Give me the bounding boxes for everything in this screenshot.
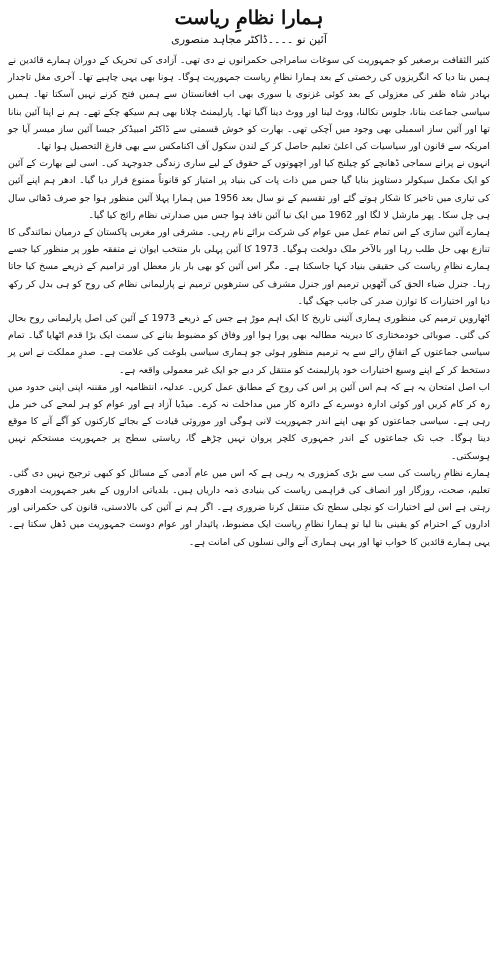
article-title: ہمارا نظامِ ریاست	[174, 7, 324, 29]
article-paragraph: اٹھارویں ترمیم کی منظوری ہماری آئینی تاریخ کا ایک اہم موڑ ہے جس کے ذریعے 1973 کے آئین کی اصل پارلیمانی روح بحال کی گئی۔ صوبائی خودمختاری کا دیرینہ مطالبہ بھی پورا ہوا اور وفاق کو مضبوط بنانے کی سمت ایک بڑا قدم اٹھایا گیا۔ تمام سیاسی جماعتوں کے اتفاقِ رائے سے یہ ترمیم منظور ہوئی جو ہماری سیاسی بلوغت کی علامت ہے۔ صدرِ مملکت نے اس پر دستخط کر کے اپنے وسیع اختیارات خود پارلیمنٹ کو منتقل کر دیے جو ایک غیر معمولی واقعہ ہے۔	[8, 313, 490, 376]
article-byline: آئین نو ۔۔۔۔ڈاکٹر مجاہد منصوری	[171, 33, 327, 46]
article-paragraph: ہمارے نظامِ ریاست کی سب سے بڑی کمزوری یہ رہی ہے کہ اس میں عام آدمی کے مسائل کو کبھی ترجیح نہیں دی گئی۔ تعلیم، صحت، روزگار اور انصاف کی فراہمی ریاست کی بنیادی ذمہ داریاں ہیں۔ بلدیاتی اداروں کے بغیر جمہوریت ادھوری رہتی ہے اس لیے اختیارات کو نچلی سطح تک منتقل کرنا ضروری ہے۔ اگر ہم نے آئین کی بالادستی، قانون کی حکمرانی اور اداروں کے احترام کو یقینی بنا لیا تو ہمارا نظامِ ریاست ایک مضبوط، پائیدار اور عوام دوست جمہوریت میں ڈھل سکتا ہے۔ یہی ہمارے قائدین کا خواب تھا اور یہی ہماری آنے والی نسلوں کی امانت ہے۔	[8, 467, 490, 548]
article-paragraph: اب اصل امتحان یہ ہے کہ ہم اس آئین پر اس کی روح کے مطابق عمل کریں۔ عدلیہ، انتظامیہ اور مقننہ اپنی اپنی حدود میں رہ کر کام کریں اور کوئی ادارہ دوسرے کے دائرہ کار میں مداخلت نہ کرے۔ میڈیا آزاد ہے اور عوام کو ہر لمحے کی خبر مل رہی ہے۔ سیاسی جماعتوں کو بھی اپنے اندر جمہوریت لانی ہوگی اور موروثی قیادت کے بجائے کارکنوں کو آگے آنے کا موقع دینا ہوگا۔ جب تک جماعتوں کے اندر جمہوری کلچر پروان نہیں چڑھے گا، ریاستی سطح پر جمہوریت مستحکم نہیں ہوسکتی۔	[8, 381, 490, 462]
article-paragraph: ہمارے آئین سازی کے اس تمام عمل میں عوام کی شرکت برائے نام رہی۔ مشرقی اور مغربی پاکستان کے درمیان نمائندگی کا تنازع بھی حل طلب رہا اور بالآخر ملک دولخت ہوگیا۔ 1973 کا آئین پہلی بار منتخب ایوان نے متفقہ طور پر منظور کیا جسے ہمارے نظامِ ریاست کی حقیقی بنیاد کہا جاسکتا ہے۔ مگر اس آئین کو بھی بار بار معطل اور ترامیم کے ذریعے مسخ کیا جاتا رہا۔ جنرل ضیاء الحق کی آٹھویں ترمیم اور جنرل مشرف کی سترھویں ترمیم نے پارلیمانی نظام کی روح کو ہی بدل کر رکھ دیا اور اختیارات کا توازن صدر کی جانب جھک گیا۔	[8, 227, 490, 307]
article-body	[8, 52, 490, 551]
column-header	[8, 6, 490, 48]
article-paragraph: کثیر الثقافت برصغیر کو جمہوریت کی سوغات سامراجی حکمرانوں نے دی تھی۔ آزادی کی تحریک کے دوران ہمارے قائدین نے ہمیں بتا دیا کہ انگریزوں کی رخصتی کے بعد ہمارا نظامِ ریاست جمہوریت ہوگا۔ ہونا بھی یہی چاہیے تھا۔ آخری مغل تاجدار بہادر شاہ ظفر کی معزولی کے بعد کوئی غزنوی یا سوری بھی اب افغانستان سے ہمیں فتح کرنے نہیں آسکتا تھا۔ ہمیں سیاسی جماعت بنانا، جلوس نکالنا، ووٹ لینا اور ووٹ دینا آگیا تھا۔ پارلیمنٹ چلانا بھی ہم سیکھ چکے تھے۔ ہم نے اپنا آئین بنانا تھا اور آئین ساز اسمبلی بھی وجود میں آچکی تھی۔ بھارت کو خوش قسمتی سے ڈاکٹر امبیڈکر جیسا آئین ساز میسر آیا جو امریکہ سے قانون اور سیاسیات کی اعلیٰ تعلیم حاصل کر کے لندن سکول آف اکنامکس سے بھی فارغ التحصیل ہوا تھا۔	[8, 55, 490, 153]
article-paragraph: انہوں نے پرانے سماجی ڈھانچے کو چیلنج کیا اور اچھوتوں کے حقوق کے لیے ساری زندگی جدوجہد کی۔ اسی لیے بھارت کے آئین کو ایک مکمل سیکولر دستاویز بنایا گیا جس میں ذات پات کی بنیاد پر امتیاز کو قانوناً ممنوع قرار دیا گیا۔ ادھر ہم اپنے آئین کی تیاری میں تاخیر کا شکار ہوتے گئے اور تقسیم کے نو سال بعد 1956 میں ہمارا پہلا آئین منظور ہوا جو صرف ڈھائی سال ہی چل سکا۔ پھر مارشل لا لگا اور 1962 میں ایک نیا آئین نافذ ہوا جس میں صدارتی نظام رائج کیا گیا۔	[8, 158, 490, 221]
